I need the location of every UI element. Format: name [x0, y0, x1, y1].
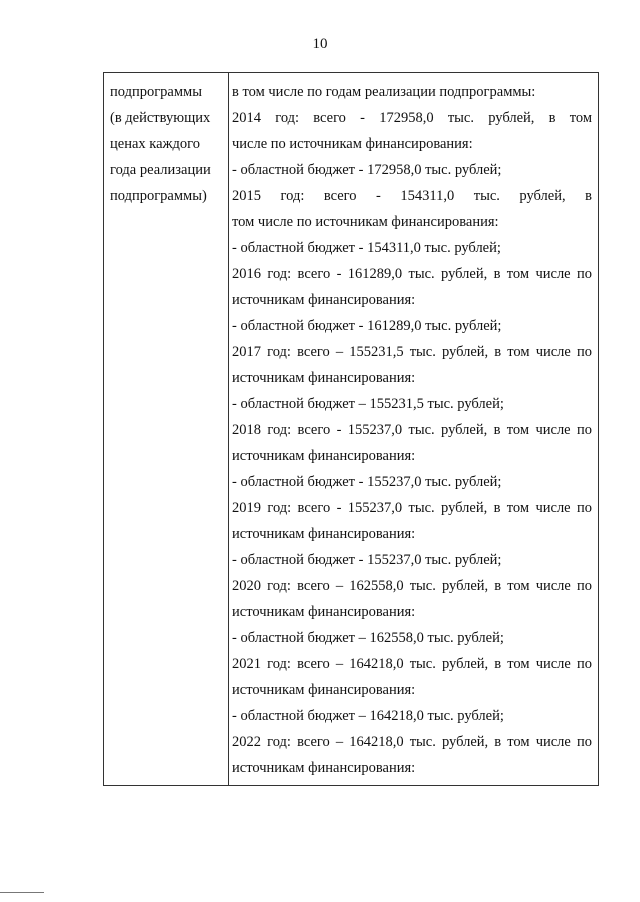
right-cell-line: 2018 год: всего - 155237,0 тыс. рублей, в том числе по — [232, 422, 592, 438]
column-divider — [228, 73, 229, 785]
right-cell-line: источникам финансирования: — [232, 760, 416, 776]
right-cell-line: 2021 год: всего – 164218,0 тыс. рублей, в том числе по — [232, 656, 592, 672]
right-cell-line: источникам финансирования: — [232, 526, 416, 542]
table-left-cell — [110, 79, 226, 209]
left-cell-line: подпрограммы) — [110, 188, 207, 204]
right-cell-line: 2015 год: всего - 154311,0 тыс. рублей, в — [232, 188, 592, 204]
right-cell-line: источникам финансирования: — [232, 448, 416, 464]
right-cell-line: - областной бюджет - 154311,0 тыс. рублей; — [232, 240, 501, 256]
right-cell-line: 2017 год: всего – 155231,5 тыс. рублей, в том числе по — [232, 344, 592, 360]
right-cell-line: источникам финансирования: — [232, 682, 416, 698]
right-cell-line: источникам финансирования: — [232, 292, 416, 308]
right-cell-line: 2022 год: всего – 164218,0 тыс. рублей, в том числе по — [232, 734, 592, 750]
funding-table — [103, 72, 599, 786]
right-cell-line: 2020 год: всего – 162558,0 тыс. рублей, в том числе по — [232, 578, 592, 594]
right-cell-line: источникам финансирования: — [232, 370, 416, 386]
page-number: 10 — [312, 36, 328, 52]
right-cell-line: в том числе по годам реализации подпрограммы: — [232, 84, 536, 100]
right-cell-line: - областной бюджет - 161289,0 тыс. рублей; — [232, 318, 502, 334]
right-cell-line: 2016 год: всего - 161289,0 тыс. рублей, в том числе по — [232, 266, 592, 282]
right-cell-line: - областной бюджет - 155237,0 тыс. рублей; — [232, 474, 502, 490]
left-cell-line: подпрограммы — [110, 84, 202, 100]
right-cell-line: - областной бюджет – 164218,0 тыс. рублей; — [232, 708, 504, 724]
right-cell-line: - областной бюджет - 172958,0 тыс. рублей; — [232, 162, 502, 178]
right-cell-line: 2014 год: всего - 172958,0 тыс. рублей, в том — [232, 110, 592, 126]
right-cell-line: источникам финансирования: — [232, 604, 416, 620]
right-cell-line: 2019 год: всего - 155237,0 тыс. рублей, в том числе по — [232, 500, 592, 516]
right-cell-line: - областной бюджет – 155231,5 тыс. рублей; — [232, 396, 504, 412]
page-bottom-mark — [0, 892, 44, 893]
left-cell-line: ценах каждого — [110, 136, 201, 152]
right-cell-line: - областной бюджет – 162558,0 тыс. рублей; — [232, 630, 504, 646]
right-cell-line: том числе по источникам финансирования: — [232, 214, 499, 230]
left-cell-line: года реализации — [110, 162, 211, 178]
table-right-cell — [232, 79, 592, 781]
right-cell-line: - областной бюджет - 155237,0 тыс. рублей; — [232, 552, 502, 568]
left-cell-line: (в действующих — [110, 110, 211, 126]
right-cell-line: числе по источникам финансирования: — [232, 136, 473, 152]
